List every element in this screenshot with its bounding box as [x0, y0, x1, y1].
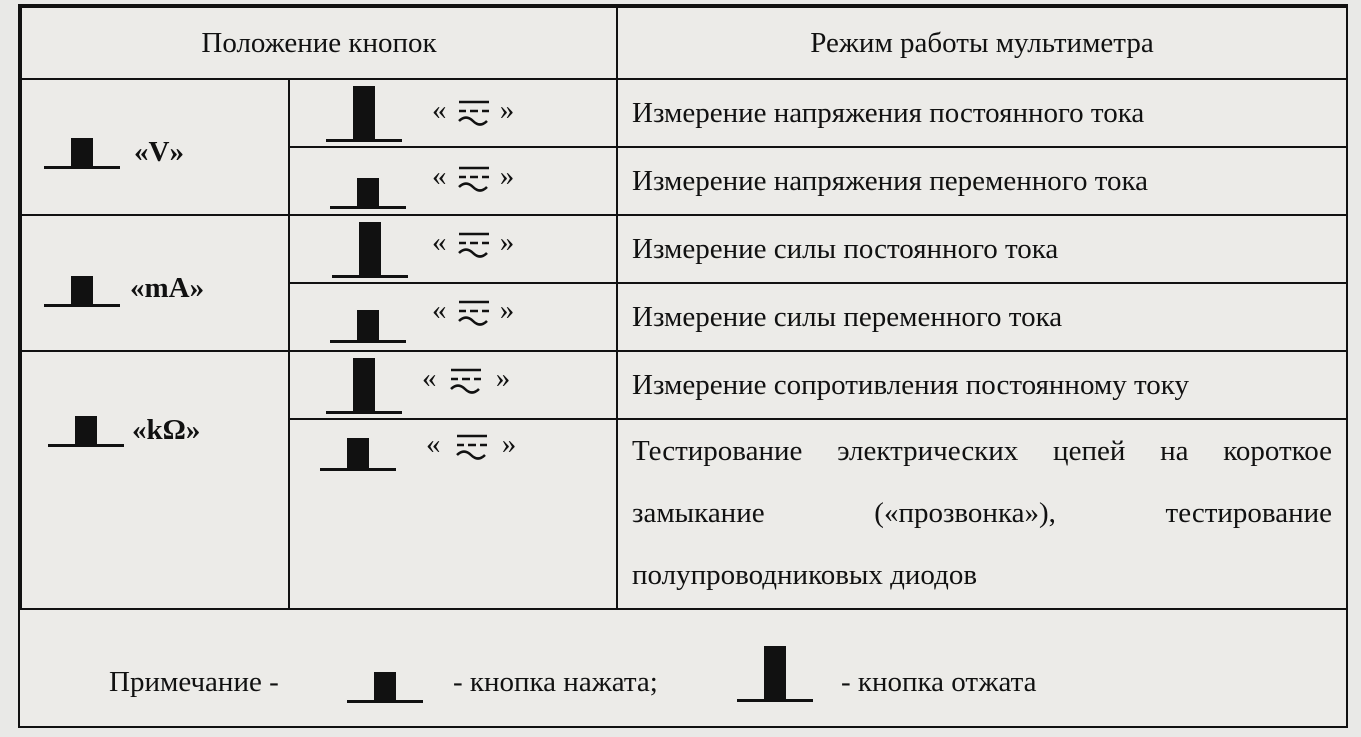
mode-cell: Измерение сопротивления постоянному току	[617, 351, 1347, 419]
released-button-icon	[332, 222, 408, 278]
note-cell	[21, 609, 1347, 727]
quote-close: »	[499, 294, 515, 326]
note-prefix: Примечание -	[109, 666, 279, 698]
quote-open: «	[422, 362, 437, 394]
mode-cell: Измерение силы постоянного тока	[617, 215, 1347, 283]
pressed-button-icon	[330, 310, 406, 342]
quote-close: »	[499, 226, 515, 258]
acdc-symbol-label	[432, 294, 514, 327]
ac-dc-symbol-icon	[456, 92, 492, 132]
released-button-icon	[326, 86, 402, 142]
pressed-button-icon	[330, 178, 406, 208]
ac-dc-symbol-icon	[448, 360, 484, 400]
ac-dc-symbol-icon	[456, 224, 492, 264]
table-row	[21, 215, 1347, 283]
ac-dc-symbol-icon	[454, 426, 490, 466]
multimeter-mode-table	[20, 6, 1348, 727]
quote-open: «	[426, 428, 441, 460]
quote-open: «	[432, 294, 447, 326]
group-cell-v	[21, 79, 289, 215]
mode-table-frame	[18, 4, 1348, 728]
table-row	[21, 79, 1347, 147]
released-button-icon	[326, 358, 402, 414]
acdc-cell	[289, 215, 617, 283]
quote-open: «	[432, 160, 447, 192]
pressed-button-icon	[347, 672, 423, 702]
acdc-cell	[289, 351, 617, 419]
quote-open: «	[432, 94, 447, 126]
acdc-symbol-label	[426, 428, 516, 461]
ac-dc-symbol-icon	[456, 292, 492, 332]
table-row	[21, 351, 1347, 419]
mode-cell: Измерение силы переменного тока	[617, 283, 1347, 351]
pressed-button-icon	[48, 416, 124, 446]
released-button-icon	[737, 646, 813, 702]
note-released-text: - кнопка отжата	[841, 666, 1037, 698]
acdc-cell	[289, 419, 617, 609]
acdc-symbol-label	[432, 226, 514, 259]
pressed-button-icon	[44, 276, 120, 306]
acdc-symbol-label	[432, 94, 514, 127]
acdc-symbol-label	[422, 362, 510, 395]
acdc-symbol-label	[432, 160, 514, 193]
quote-open: «	[432, 226, 447, 258]
quote-close: »	[495, 362, 511, 394]
group-cell-ma	[21, 215, 289, 351]
quote-close: »	[501, 428, 517, 460]
group-label-kohm: «kΩ»	[132, 414, 201, 446]
quote-close: »	[499, 160, 515, 192]
group-label-v: «V»	[134, 136, 184, 168]
mode-cell: Измерение напряжения переменного тока	[617, 147, 1347, 215]
pressed-button-icon	[320, 438, 396, 470]
ac-dc-symbol-icon	[456, 158, 492, 198]
acdc-cell	[289, 283, 617, 351]
table-header-row	[21, 7, 1347, 79]
note-row	[21, 609, 1347, 727]
mode-cell: Тестирование электрических цепей на короткое замыкание («прозвонка»), тестирование полупроводниковых диодов	[617, 419, 1347, 609]
note-pressed-text: - кнопка нажата;	[453, 666, 658, 698]
header-button-position: Положение кнопок	[21, 7, 617, 79]
group-cell-kohm	[21, 351, 289, 609]
pressed-button-icon	[44, 138, 120, 168]
group-label-ma: «mA»	[130, 272, 205, 304]
quote-close: »	[499, 94, 515, 126]
acdc-cell	[289, 147, 617, 215]
header-multimeter-mode: Режим работы мультиметра	[617, 7, 1347, 79]
mode-cell: Измерение напряжения постоянного тока	[617, 79, 1347, 147]
acdc-cell	[289, 79, 617, 147]
